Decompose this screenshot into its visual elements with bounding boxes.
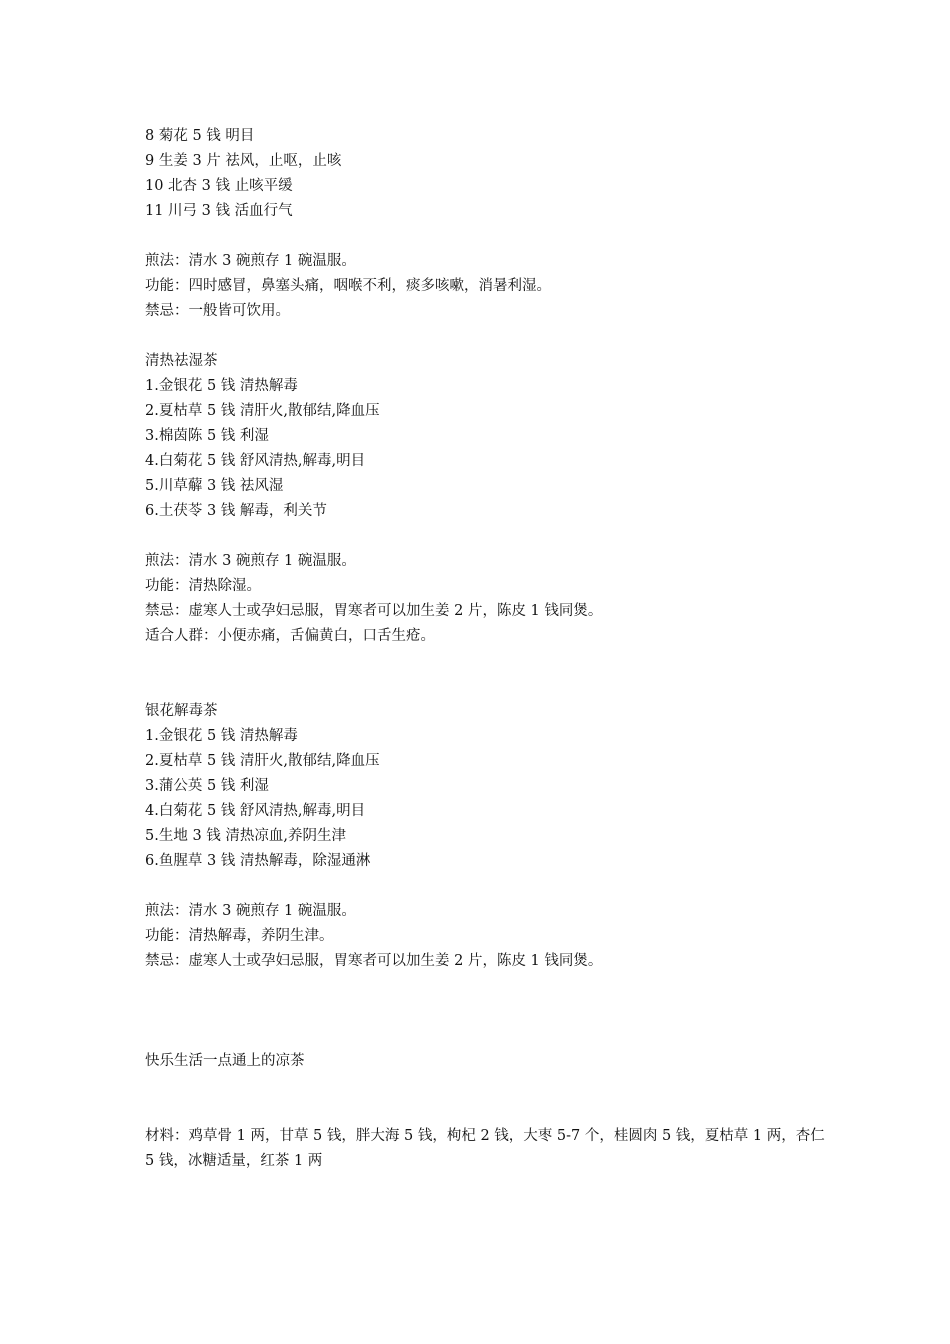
spacer xyxy=(145,874,825,899)
spacer xyxy=(145,324,825,349)
materials-paragraph: 材料：鸡草骨 1 两，甘草 5 钱，胖大海 5 钱，枸杞 2 钱，大枣 5-7 个，桂圆肉 5 钱，夏枯草 1 两，杏仁 5 钱，冰糖适量，红茶 1 两 xyxy=(145,1128,825,1169)
note-line: 功能：四时感冒，鼻塞头痛，咽喉不利，痰多咳嗽，消暑利湿。 xyxy=(145,278,551,294)
note-line: 禁忌：一般皆可饮用。 xyxy=(145,303,290,319)
note-line: 煎法：清水 3 碗煎存 1 碗温服。 xyxy=(145,253,356,269)
document-page xyxy=(145,124,825,1174)
note-line: 功能：清热除湿。 xyxy=(145,578,261,594)
spacer xyxy=(145,524,825,549)
list-item: 10 北杏 3 钱 止咳平缓 xyxy=(145,178,293,194)
list-item: 5.生地 3 钱 清热凉血,养阴生津 xyxy=(145,828,346,844)
spacer xyxy=(145,649,825,699)
section-title: 银花解毒茶 xyxy=(145,703,218,719)
list-item: 2.夏枯草 5 钱 清肝火,散郁结,降血压 xyxy=(145,753,380,769)
list-item: 9 生姜 3 片 祛风，止呕，止咳 xyxy=(145,153,342,169)
list-item: 1.金银花 5 钱 清热解毒 xyxy=(145,378,298,394)
spacer xyxy=(145,224,825,249)
ingredient-list-section2 xyxy=(145,724,825,874)
list-item: 1.金银花 5 钱 清热解毒 xyxy=(145,728,298,744)
list-item: 8 菊花 5 钱 明目 xyxy=(145,128,255,144)
list-item: 4.白菊花 5 钱 舒风清热,解毒,明目 xyxy=(145,803,366,819)
list-item: 4.白菊花 5 钱 舒风清热,解毒,明目 xyxy=(145,453,366,469)
list-item: 5.川草薢 3 钱 祛风湿 xyxy=(145,478,284,494)
spacer xyxy=(145,1074,825,1124)
note-line: 禁忌：虚寒人士或孕妇忌服，胃寒者可以加生姜 2 片，陈皮 1 钱同煲。 xyxy=(145,953,603,969)
list-item: 6.土茯苓 3 钱 解毒，利关节 xyxy=(145,503,327,519)
section-title: 清热祛湿茶 xyxy=(145,353,218,369)
section-title: 快乐生活一点通上的凉茶 xyxy=(145,1053,305,1069)
spacer xyxy=(145,974,825,1049)
ingredient-list-section1 xyxy=(145,374,825,524)
note-line: 禁忌：虚寒人士或孕妇忌服，胃寒者可以加生姜 2 片，陈皮 1 钱同煲。 xyxy=(145,603,603,619)
note-line: 煎法：清水 3 碗煎存 1 碗温服。 xyxy=(145,903,356,919)
notes-section0 xyxy=(145,249,825,324)
note-line: 适合人群：小便赤痛，舌偏黄白，口舌生疮。 xyxy=(145,628,435,644)
notes-section1 xyxy=(145,549,825,649)
list-item: 3.蒲公英 5 钱 利湿 xyxy=(145,778,269,794)
note-line: 煎法：清水 3 碗煎存 1 碗温服。 xyxy=(145,553,356,569)
notes-section2 xyxy=(145,899,825,974)
ingredient-list-section0 xyxy=(145,124,825,224)
list-item: 11 川弓 3 钱 活血行气 xyxy=(145,203,293,219)
list-item: 3.棉茵陈 5 钱 利湿 xyxy=(145,428,269,444)
list-item: 2.夏枯草 5 钱 清肝火,散郁结,降血压 xyxy=(145,403,380,419)
list-item: 6.鱼腥草 3 钱 清热解毒，除湿通淋 xyxy=(145,853,371,869)
note-line: 功能：清热解毒，养阴生津。 xyxy=(145,928,334,944)
